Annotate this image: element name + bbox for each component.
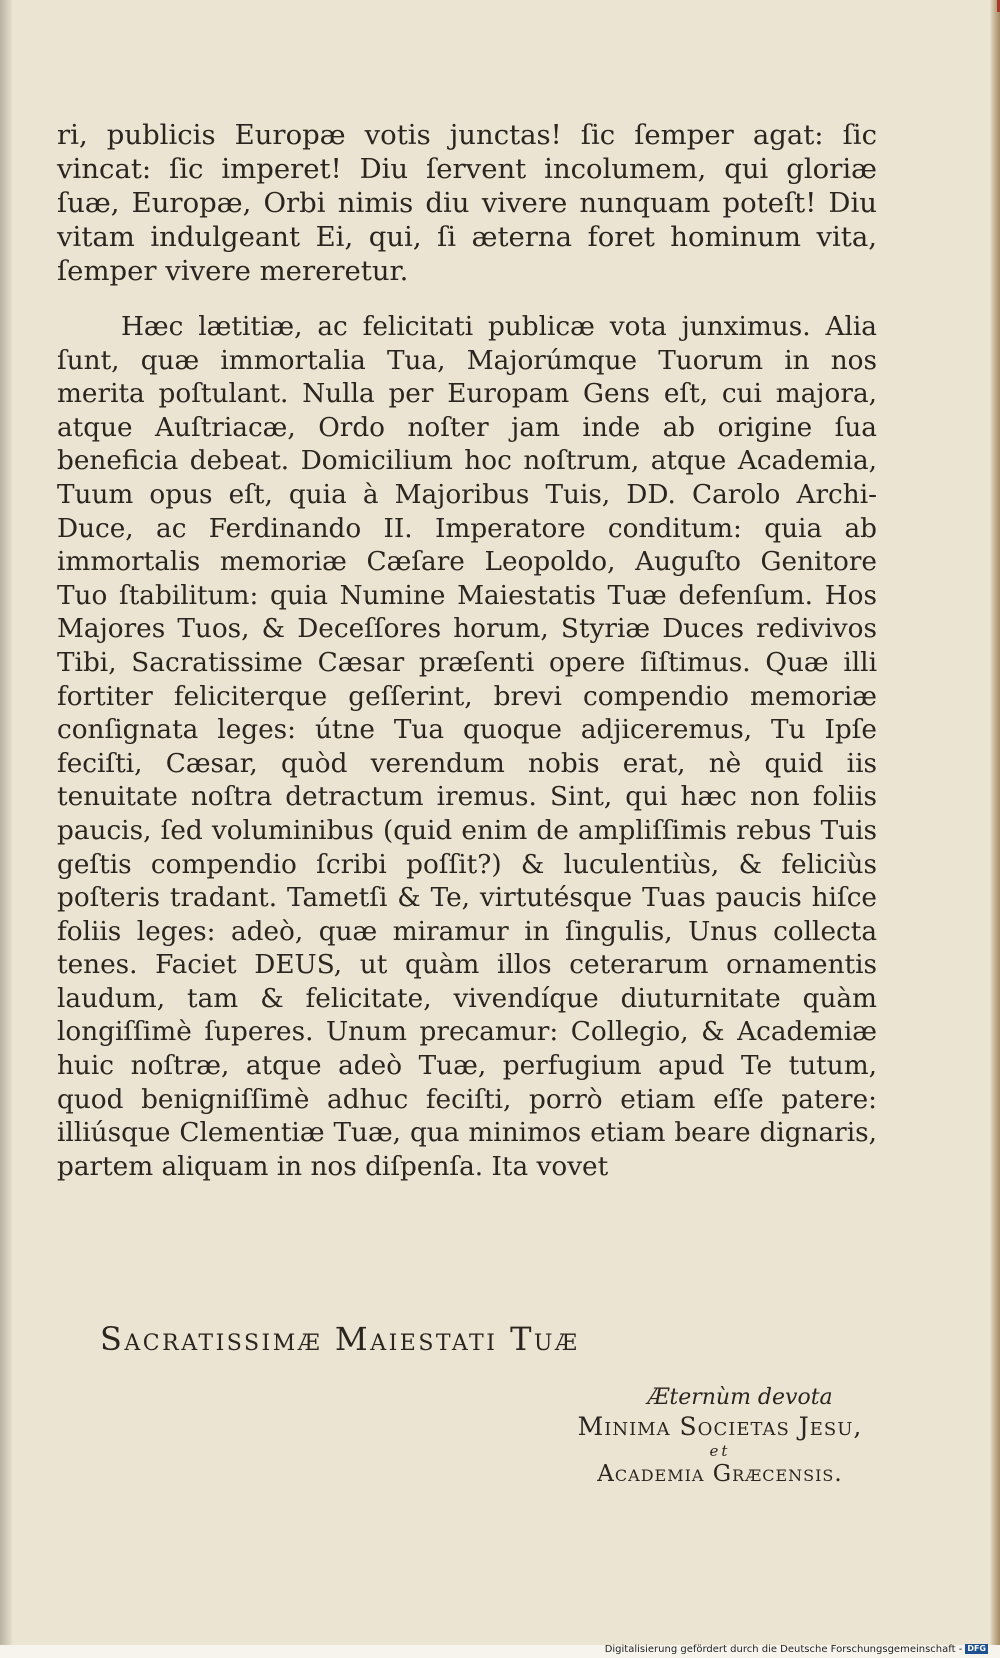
digitization-footer — [605, 1644, 988, 1655]
body-text — [57, 118, 877, 1184]
page-gutter — [0, 0, 12, 1658]
signature-line-devota: Æternùm devota — [647, 1385, 833, 1410]
page-edge — [990, 0, 1000, 1658]
signature-line-et: et — [709, 1442, 731, 1460]
paragraph-2: Hæc lætitiæ, ac felicitati publicæ vota junximus. Alia ſunt, quæ immortalia Tua, Majorúmque Tuorum in nos merita poſtulant. Nulla per Europam Gens eſt, cui majora, atque Auſtriacæ, Ordo noſter jam inde ab origine ſua beneficia debeat. Domicilium hoc noſtrum, atque Academia, Tuum opus eſt, quia à Majoribus Tuis, DD. Carolo Archi-Duce, ac Ferdinando II. Imperatore conditum: quia ab immortalis memoriæ Cæſare Leopoldo, Auguſto Genitore Tuo ſtabilitum: quia Numine Maiestatis Tuæ defenſum. Hos Majores Tuos, & Deceſſores horum, Styriæ Duces redivivos Tibi, Sacratissime Cæsar præſenti opere ſiſtimus. Quæ illi fortiter feliciterque geſſerint, brevi compendio memoriæ conſignata leges: útne Tua quoque adjiceremus, Tu Ipſe feciſti, Cæsar, quòd verendum nobis erat, nè quid iis tenuitate noſtra detractum iremus. Sint, qui hæc non foliis paucis, ſed voluminibus (quid enim de ampliſſimis rebus Tuis geſtis compendio ſcribi poſſit?) & luculentiùs, & feliciùs poſteris tradant. Tametſi & Te, virtutésque Tuas paucis hiſce foliis leges: adeò, quæ miramur in ſingulis, Unus collecta tenes. Faciet DEUS, ut quàm illos ceterarum ornamentis laudum, tam & felicitate, vivendíque diuturnitate quàm longiſſimè ſuperes. Unum precamur: Collegio, & Academiæ huic noſtræ, atque adeò Tuæ, perfugium apud Te tutum, quod benigniſſimè adhuc feciſti, porrò etiam eſſe patere: illiúsque Clementiæ Tuæ, qua minimos etiam beare dignaris, partem aliquam in nos diſpenſa. Ita vovet — [57, 312, 877, 1182]
signature-line-societas: Minima Societas Jesu, — [577, 1412, 863, 1441]
footer-text: Digitalisierung gefördert durch die Deutsche Forschungsgemeinschaft - — [604, 1644, 963, 1655]
dfg-logo: DFG — [967, 1644, 986, 1653]
signature-line-academia: Academia Græcensis. — [597, 1461, 843, 1487]
signature-block — [560, 1384, 880, 1488]
salutation: Sacratissimæ Maiestati Tuæ — [100, 1320, 580, 1358]
paragraph-1: ri, publicis Europæ votis junctas! ſic ſemper agat: ſic vincat: ſic imperet! Diu ſervent incolumem, qui gloriæ ſuæ, Europæ, Orbi nimis diu vivere nunquam poteſt! Diu vitam indulgeant Ei, qui, ſi æterna foret hominum vita, ſemper vivere mereretur. — [57, 119, 877, 287]
